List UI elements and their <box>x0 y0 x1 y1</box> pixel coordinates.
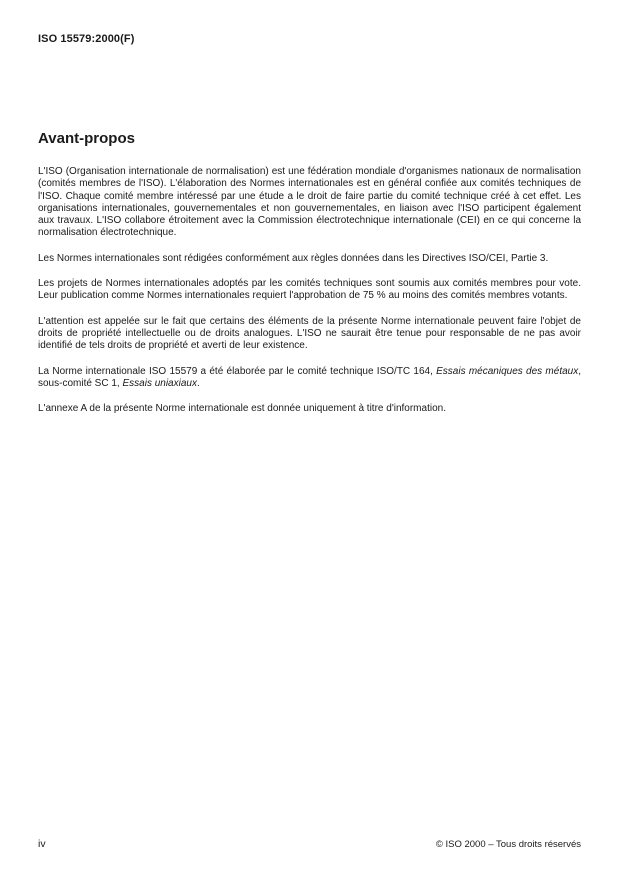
paragraph-text: L'ISO (Organisation internationale de normalisation) est une fédération mondiale d'organismes nationaux de normalisation (comités membres de l'ISO). L'élaboration des Normes internationales est en général confiée aux comités techniques de l'ISO. Chaque comité membre intéressé par une étude a le droit de faire partie du comité technique créé à cet effet. Les organisations internationales, gouvernementales et non gouvernementales, en liaison avec l'ISO participent également aux travaux. L'ISO collabore étroitement avec la Commission électrotechnique internationale (CEI) en ce qui concerne la normalisation électrotechnique. <box>38 166 581 239</box>
document-footer <box>38 838 581 850</box>
paragraph <box>38 278 581 303</box>
paragraph-text: Les projets de Normes internationales adoptés par les comités techniques sont soumis aux comités membres pour vote. Leur publication comme Normes internationales requiert l'approbation de 75 % au moins des comités membres votants. <box>38 278 581 302</box>
paragraph-text: La Norme internationale ISO 15579 a été élaborée par le comité technique ISO/TC 164, <box>38 365 437 377</box>
paragraph-text-italic: Essais uniaxiaux <box>122 377 197 389</box>
paragraph-text: Les Normes internationales sont rédigées conformément aux règles données dans les Directives ISO/CEI, Partie 3. <box>38 252 549 264</box>
paragraph <box>38 166 581 240</box>
paragraph <box>38 316 581 353</box>
copyright-notice: © ISO 2000 – Tous droits réservés <box>435 839 581 850</box>
paragraph-text: L'attention est appelée sur le fait que certains des éléments de la présente Norme internationale peuvent faire l'objet de droits de propriété intellectuelle ou de droits analogues. L'ISO ne saurait être tenue pour responsable de ne pas avoir identifié de tels droits de propriété et averti de leur existence. <box>38 315 581 352</box>
paragraph <box>38 366 581 391</box>
page-number: iv <box>38 838 46 850</box>
document-reference-header: ISO 15579:2000(F) <box>38 33 135 45</box>
paragraph-text: , sous-comité SC 1, <box>38 365 582 389</box>
paragraph <box>38 403 581 415</box>
section-title: Avant-propos <box>38 130 135 147</box>
paragraph-text: L'annexe A de la présente Norme internationale est donnée uniquement à titre d'information. <box>38 403 446 415</box>
paragraph-text: . <box>196 377 200 389</box>
paragraph-text-italic: Essais mécaniques des métaux <box>436 365 579 377</box>
document-body <box>38 166 581 428</box>
paragraph <box>38 253 581 265</box>
